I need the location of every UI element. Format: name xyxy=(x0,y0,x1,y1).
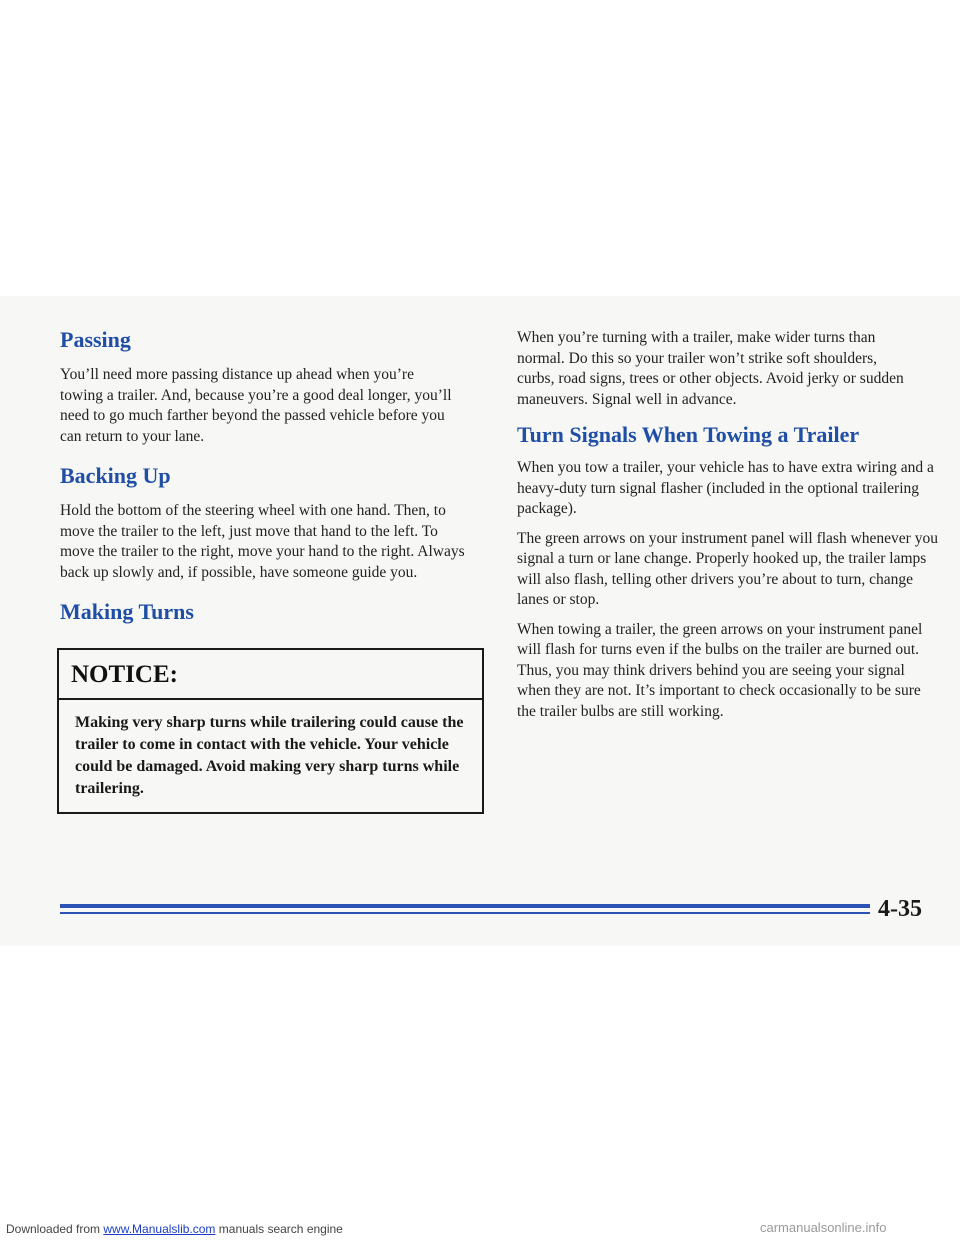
notice-body: Making very sharp turns while trailering could cause the trailer to come in contact with the vehicle. Your vehicle could be damaged. Avoid making very sharp turns while trailering. xyxy=(75,714,464,797)
watermark-text: carmanualsonline.info xyxy=(760,1220,887,1235)
left-column xyxy=(60,327,485,625)
heading-making-turns: Making Turns xyxy=(60,599,194,624)
download-footer xyxy=(6,1222,343,1236)
turn-signals-paragraph-2: The green arrows on your instrument panel will flash whenever you signal a turn or lane change. Properly hooked up, the trailer lamps will also flash, telling other drivers you’re about to turn, change lanes or stop. xyxy=(517,529,938,608)
manualslib-link[interactable]: www.Manualslib.com xyxy=(103,1222,216,1236)
right-column xyxy=(517,328,942,722)
passing-paragraph: You’ll need more passing distance up ahead when you’re towing a trailer. And, because you’re a good deal longer, you’ll need to go much farther beyond the passed vehicle before you can return to your lane. xyxy=(60,366,452,445)
turn-signals-paragraph-3: When towing a trailer, the green arrows on your instrument panel will flash for turns even if the bulbs on the trailer are burned out. Thus, you may think drivers behind you are seeing your signal when they are not. It’s important to check occasionally to be sure the trailer bulbs are still working. xyxy=(517,620,923,720)
page-number: 4-35 xyxy=(878,896,922,922)
backing-up-paragraph: Hold the bottom of the steering wheel with one hand. Then, to move the trailer to the left, just move that hand to the left. To move the trailer to the right, move your hand to the right. Always back up slowly and, if possible, have someone guide you. xyxy=(60,502,465,581)
footer-rule-thin xyxy=(60,912,870,914)
heading-passing: Passing xyxy=(60,327,131,352)
heading-backing-up: Backing Up xyxy=(60,463,171,488)
turn-signals-paragraph-1: When you tow a trailer, your vehicle has to have extra wiring and a heavy-duty turn signal flasher (included in the optional trailering package). xyxy=(517,459,934,517)
turning-paragraph: When you’re turning with a trailer, make wider turns than normal. Do this so your trailer won’t strike soft shoulders, curbs, road signs, trees or other objects. Avoid jerky or sudden maneuvers. Signal well in advance. xyxy=(517,329,904,408)
heading-turn-signals: Turn Signals When Towing a Trailer xyxy=(517,422,860,447)
notice-title: NOTICE: xyxy=(59,650,482,700)
footer-rule-thick xyxy=(60,904,870,908)
footer-prefix: Downloaded from xyxy=(6,1222,104,1236)
footer-suffix: manuals search engine xyxy=(215,1222,343,1236)
notice-box xyxy=(57,648,484,814)
